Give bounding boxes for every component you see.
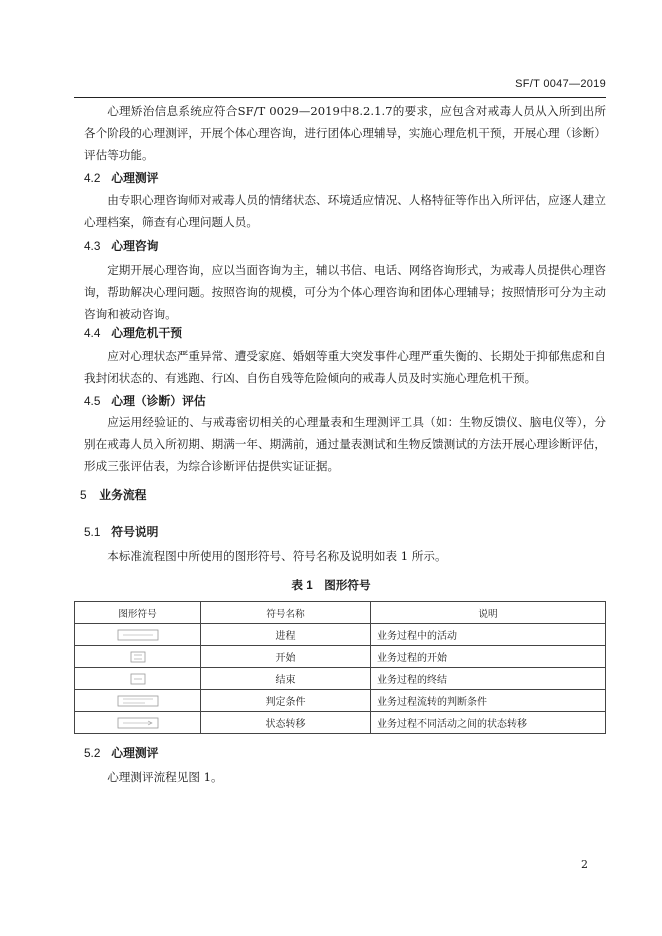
symbol-name: 结束 — [201, 668, 371, 690]
symbol-desc: 业务过程不同活动之间的状态转移 — [371, 712, 606, 734]
table-caption: 表 1 图形符号 — [291, 579, 371, 592]
header-rule — [74, 97, 606, 98]
heading-title: 心理（诊断）评估 — [111, 394, 206, 408]
section-5-1-body: 本标准流程图中所使用的图形符号、符号名称及说明如表 1 所示。 — [107, 549, 447, 563]
intro-paragraph: 心理矫治信息系统应符合SF/T 0029—2019中8.2.1.7的要求，应包含对戒毒人员从入所到出所各个阶段的心理测评，开展个体心理咨询，进行团体心理辅导，实施心理危机干预，开展心理（诊断）评估等功能。 — [84, 104, 606, 162]
symbol-desc: 业务过程中的活动 — [371, 624, 606, 646]
symbol-table — [74, 601, 606, 734]
start-symbol-icon — [115, 650, 161, 664]
column-header: 符号名称 — [201, 602, 371, 624]
table-header-row — [75, 602, 606, 624]
symbol-desc: 业务过程流转的判断条件 — [371, 690, 606, 712]
symbol-desc: 业务过程的终结 — [371, 668, 606, 690]
heading-4-4 — [84, 324, 182, 341]
heading-title: 符号说明 — [111, 525, 159, 539]
table-row — [75, 624, 606, 646]
standard-code: SF/T 0047—2019 — [515, 78, 606, 90]
table-row — [75, 668, 606, 690]
table-row — [75, 646, 606, 668]
heading-number: 4.2 — [84, 171, 101, 185]
symbol-cell — [75, 646, 201, 668]
heading-number: 4.3 — [84, 239, 101, 253]
heading-4-5 — [84, 392, 206, 409]
section-5-2-body: 心理测评流程见图 1。 — [107, 770, 223, 784]
heading-4-3 — [84, 237, 158, 254]
heading-number: 4.5 — [84, 394, 101, 408]
symbol-name: 进程 — [201, 624, 371, 646]
heading-4-2 — [84, 169, 158, 186]
heading-title: 心理咨询 — [111, 239, 159, 253]
heading-title: 业务流程 — [99, 488, 147, 502]
symbol-cell — [75, 624, 201, 646]
symbol-name: 状态转移 — [201, 712, 371, 734]
heading-title: 心理测评 — [111, 746, 159, 760]
heading-number: 5.1 — [84, 525, 101, 539]
heading-5-1 — [84, 523, 158, 540]
end-symbol-icon — [115, 672, 161, 686]
column-header: 图形符号 — [75, 602, 201, 624]
section-4-2-body: 由专职心理咨询师对戒毒人员的情绪状态、环境适应情况、人格特征等作出入所评估，应逐人建立心理档案，筛查有心理问题人员。 — [84, 193, 606, 229]
heading-5 — [80, 486, 146, 503]
symbol-name: 开始 — [201, 646, 371, 668]
heading-number: 5.2 — [84, 746, 101, 760]
page-number: 2 — [581, 858, 588, 871]
heading-title: 心理测评 — [111, 171, 159, 185]
column-header: 说明 — [371, 602, 606, 624]
section-4-3-body: 定期开展心理咨询，应以当面咨询为主，辅以书信、电话、网络咨询形式，为戒毒人员提供心理咨询，帮助解决心理问题。按照咨询的规模，可分为个体心理咨询和团体心理辅导；按照情形可分为主动咨询和被动咨询。 — [84, 263, 606, 321]
section-4-4-body: 应对心理状态严重异常、遭受家庭、婚姻等重大突发事件心理严重失衡的、长期处于抑郁焦虑和自我封闭状态的、有逃跑、行凶、自伤自残等危险倾向的戒毒人员及时实施心理危机干预。 — [84, 349, 606, 385]
symbol-name: 判定条件 — [201, 690, 371, 712]
heading-number: 4.4 — [84, 326, 101, 340]
heading-5-2 — [84, 744, 158, 761]
heading-title: 心理危机干预 — [111, 326, 183, 340]
heading-number: 5 — [80, 488, 87, 502]
section-4-5-body: 应运用经验证的、与戒毒密切相关的心理量表和生理测评工具（如：生物反馈仪、脑电仪等），分别在戒毒人员入所初期、期满一年、期满前，通过量表测试和生物反馈测试的方法开展心理诊断评估，形成三张评估表，为综合诊断评估提供实证证据。 — [84, 415, 606, 473]
symbol-cell — [75, 668, 201, 690]
table-row — [75, 690, 606, 712]
decision-symbol-icon — [115, 694, 161, 708]
table-row — [75, 712, 606, 734]
symbol-cell — [75, 690, 201, 712]
symbol-desc: 业务过程的开始 — [371, 646, 606, 668]
process-symbol-icon — [115, 628, 161, 642]
transition-symbol-icon — [115, 716, 161, 730]
symbol-cell — [75, 712, 201, 734]
